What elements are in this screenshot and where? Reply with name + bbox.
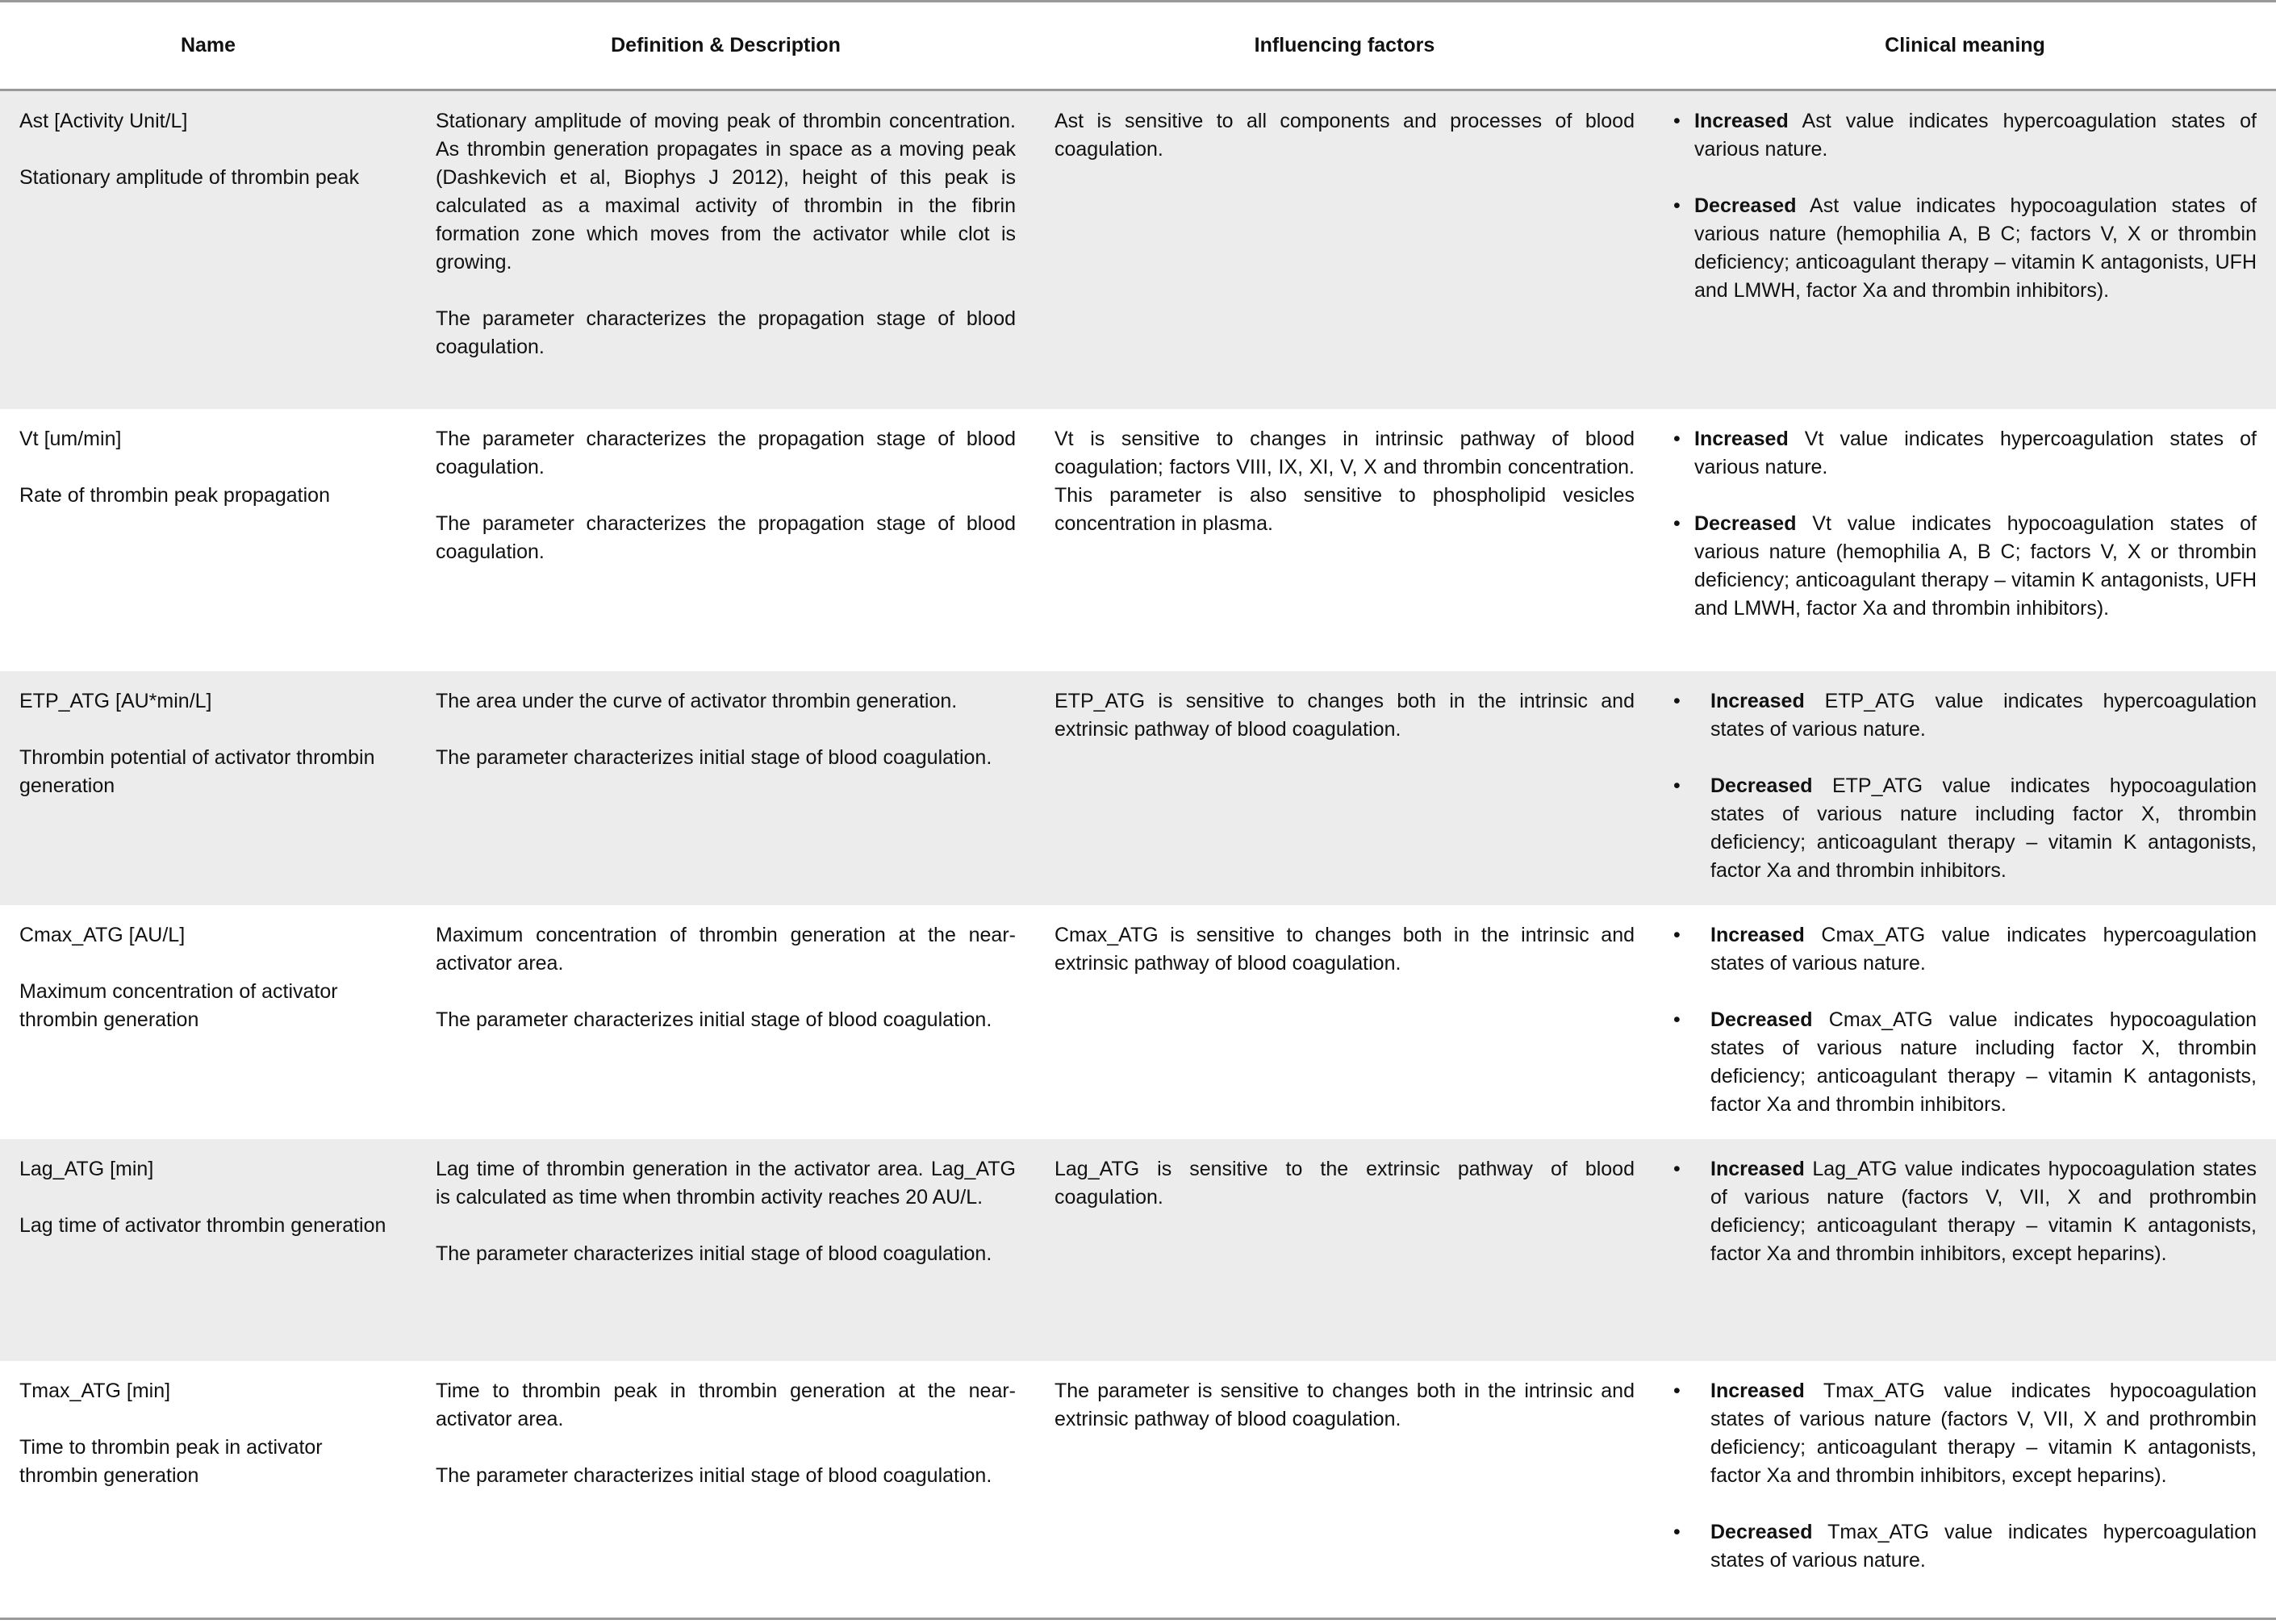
clinical-cell [1654, 90, 2276, 409]
bullet-icon: • [1673, 1157, 1681, 1180]
factors-text: The parameter is sensitive to changes both in the intrinsic and extrinsic pathway of blood coagulation. [1054, 1379, 1635, 1430]
factors-cell [1035, 1139, 1654, 1361]
table-row [0, 1139, 2276, 1361]
factors-cell [1035, 905, 1654, 1139]
clinical-cell [1654, 671, 2276, 905]
table-header [0, 2, 2276, 90]
clinical-text: Cmax_ATG value indicates hypocoagulation states of various nature including factor X, thrombin deficiency; anticoagulant therapy – vitamin K antagonists, factor Xa and thrombin inhibitors. [1710, 1008, 2257, 1116]
table-body [0, 90, 2276, 1619]
bullet-icon: • [1673, 427, 1681, 450]
definition-paragraph: The parameter characterizes initial stage of blood coagulation. [436, 745, 992, 769]
clinical-list [1673, 1377, 2257, 1575]
bullet-icon: • [1673, 110, 1681, 132]
parameter-name: Vt [um/min] [19, 427, 122, 450]
clinical-item [1673, 425, 2257, 482]
clinical-text: Ast value indicates hypocoagulation states of various nature (hemophilia A, B C; factors V, X or thrombin deficiency; anticoagulant therapy – vitamin K antagonists, UFH and LMWH, factor Xa and thrombin inhibitors). [1694, 194, 2257, 302]
definition-cell [416, 905, 1035, 1139]
clinical-item [1673, 1006, 2257, 1119]
clinical-keyword: Decreased [1710, 1520, 1813, 1543]
table-row [0, 409, 2276, 671]
bullet-icon: • [1673, 1520, 1681, 1543]
parameter-name: Ast [Activity Unit/L] [19, 110, 188, 132]
definition-cell [416, 409, 1035, 671]
parameter-name: Cmax_ATG [AU/L] [19, 923, 186, 946]
clinical-text: Vt value indicates hypocoagulation states of various nature (hemophilia A, B C; factors V, X or thrombin deficiency; anticoagulant therapy – vitamin K antagonists, UFH and LMWH, factor Xa and thrombin inhibitors). [1694, 511, 2257, 620]
clinical-list [1673, 1155, 2257, 1268]
clinical-text: Cmax_ATG value indicates hypercoagulation states of various nature. [1710, 923, 2257, 975]
parameter-subtitle: Time to thrombin peak in activator thrombin generation [19, 1435, 323, 1487]
name-cell [0, 409, 416, 671]
definition-cell [416, 1139, 1035, 1361]
name-cell [0, 905, 416, 1139]
definition-paragraph: The parameter characterizes the propagation stage of blood coagulation. [436, 427, 1016, 478]
clinical-item [1673, 921, 2257, 978]
bullet-icon: • [1673, 1008, 1681, 1031]
clinical-keyword: Increased [1694, 427, 1789, 450]
clinical-list [1673, 687, 2257, 885]
definition-paragraph: The parameter characterizes the propagation stage of blood coagulation. [436, 511, 1016, 563]
clinical-item [1673, 772, 2257, 885]
clinical-text: Lag_ATG value indicates hypocoagulation states of various nature (factors V, VII, X and prothrombin deficiency; anticoagulant therapy – vitamin K antagonists, factor Xa and thrombin inhibitors, except heparins). [1710, 1157, 2257, 1265]
clinical-item [1673, 1377, 2257, 1490]
clinical-cell [1654, 905, 2276, 1139]
bullet-icon: • [1673, 774, 1681, 797]
clinical-keyword: Increased [1710, 689, 1805, 712]
clinical-item [1673, 687, 2257, 744]
clinical-cell [1654, 1361, 2276, 1619]
definition-paragraph: The parameter characterizes initial stage of blood coagulation. [436, 1008, 992, 1031]
definition-paragraph: Lag time of thrombin generation in the activator area. Lag_ATG is calculated as time when thrombin activity reaches 20 AU/L. [436, 1157, 1016, 1209]
name-cell [0, 671, 416, 905]
factors-cell [1035, 671, 1654, 905]
clinical-text: Vt value indicates hypercoagulation states of various nature. [1694, 427, 2257, 478]
definition-paragraph: The parameter characterizes initial stage of blood coagulation. [436, 1463, 992, 1487]
clinical-text: ETP_ATG value indicates hypercoagulation states of various nature. [1710, 689, 2257, 741]
bullet-icon: • [1673, 923, 1681, 946]
definition-paragraph: The parameter characterizes initial stage of blood coagulation. [436, 1242, 992, 1265]
clinical-keyword: Decreased [1694, 511, 1797, 535]
table-row [0, 671, 2276, 905]
clinical-item [1673, 107, 2257, 164]
clinical-item [1673, 510, 2257, 623]
header-name: Name [180, 34, 236, 56]
definition-paragraph: The parameter characterizes the propagation stage of blood coagulation. [436, 307, 1016, 358]
clinical-keyword: Decreased [1710, 774, 1813, 797]
clinical-text: Ast value indicates hypercoagulation states of various nature. [1694, 110, 2257, 161]
clinical-keyword: Increased [1710, 923, 1805, 946]
parameter-name: ETP_ATG [AU*min/L] [19, 689, 212, 712]
clinical-keyword: Decreased [1710, 1008, 1813, 1031]
definition-cell [416, 1361, 1035, 1619]
clinical-item [1673, 1155, 2257, 1268]
factors-text: ETP_ATG is sensitive to changes both in the intrinsic and extrinsic pathway of blood coagulation. [1054, 689, 1635, 741]
bullet-icon: • [1673, 1379, 1681, 1402]
clinical-list [1673, 921, 2257, 1119]
factors-cell [1035, 1361, 1654, 1619]
factors-text: Ast is sensitive to all components and processes of blood coagulation. [1054, 110, 1635, 161]
table-row [0, 1361, 2276, 1619]
parameter-subtitle: Stationary amplitude of thrombin peak [19, 166, 360, 189]
bullet-icon: • [1673, 689, 1681, 712]
clinical-text: Tmax_ATG value indicates hypocoagulation states of various nature (factors V, VII, X and prothrombin deficiency; anticoagulant therapy – vitamin K antagonists, factor Xa and thrombin inhibitors, except heparins). [1710, 1379, 2257, 1487]
header-factors: Influencing factors [1254, 34, 1435, 56]
name-cell [0, 1361, 416, 1619]
clinical-keyword: Increased [1694, 110, 1789, 132]
clinical-list [1673, 425, 2257, 623]
parameter-subtitle: Thrombin potential of activator thrombin generation [19, 745, 375, 797]
definition-paragraph: Stationary amplitude of moving peak of thrombin concentration. As thrombin generation propagates in space as a moving peak (Dashkevich et al, Biophys J 2012), height of this peak is calculated as a maximal activity of thrombin in the fibrin formation zone which moves from the activator while clot is growing. [436, 110, 1016, 273]
name-cell [0, 1139, 416, 1361]
parameter-name: Lag_ATG [min] [19, 1157, 154, 1180]
parameter-subtitle: Maximum concentration of activator thrombin generation [19, 979, 338, 1031]
clinical-keyword: Increased [1710, 1379, 1805, 1402]
table-row [0, 905, 2276, 1139]
clinical-keyword: Increased [1710, 1157, 1805, 1180]
clinical-text: ETP_ATG value indicates hypocoagulation states of various nature including factor X, thrombin deficiency; anticoagulant therapy – vitamin K antagonists, factor Xa and thrombin inhibitors. [1710, 774, 2257, 882]
definition-paragraph: Time to thrombin peak in thrombin generation at the near-activator area. [436, 1379, 1016, 1430]
header-row [0, 2, 2276, 90]
clinical-cell [1654, 409, 2276, 671]
header-clinical: Clinical meaning [1885, 34, 2045, 56]
bullet-icon: • [1673, 511, 1681, 535]
parameter-name: Tmax_ATG [min] [19, 1379, 171, 1402]
factors-text: Lag_ATG is sensitive to the extrinsic pathway of blood coagulation. [1054, 1157, 1635, 1209]
definition-cell [416, 90, 1035, 409]
clinical-text: Tmax_ATG value indicates hypercoagulation states of various nature. [1710, 1520, 2257, 1572]
header-definition: Definition & Description [611, 34, 841, 56]
factors-text: Vt is sensitive to changes in intrinsic pathway of blood coagulation; factors VIII, IX, XI, V, X and thrombin concentration. This parameter is also sensitive to phospholipid vesicles concentration in plasma. [1054, 427, 1635, 535]
clinical-item [1673, 1518, 2257, 1575]
definition-paragraph: Maximum concentration of thrombin generation at the near-activator area. [436, 923, 1016, 975]
bullet-icon: • [1673, 194, 1681, 217]
clinical-item [1673, 192, 2257, 305]
parameter-subtitle: Rate of thrombin peak propagation [19, 483, 330, 507]
table-row [0, 90, 2276, 409]
definition-paragraph: The area under the curve of activator thrombin generation. [436, 689, 958, 712]
definition-cell [416, 671, 1035, 905]
clinical-list [1673, 107, 2257, 305]
name-cell [0, 90, 416, 409]
factors-cell [1035, 90, 1654, 409]
factors-cell [1035, 409, 1654, 671]
clinical-cell [1654, 1139, 2276, 1361]
clinical-keyword: Decreased [1694, 194, 1797, 217]
factors-text: Cmax_ATG is sensitive to changes both in the intrinsic and extrinsic pathway of blood coagulation. [1054, 923, 1635, 975]
parameter-subtitle: Lag time of activator thrombin generation [19, 1213, 386, 1237]
